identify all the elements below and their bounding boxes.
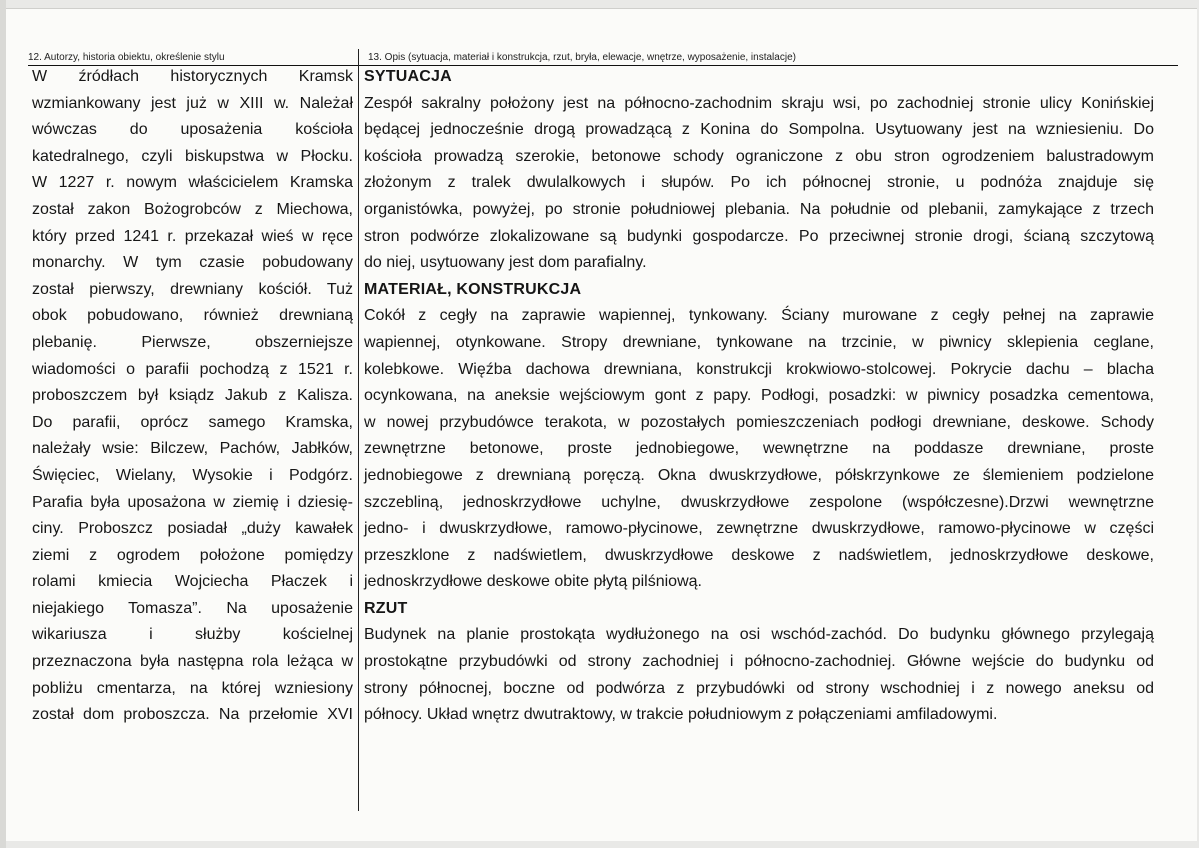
history-text-line: został dom proboszcza. Na przełomie XVI (32, 706, 353, 724)
history-column (32, 64, 353, 729)
history-text-line: niejakiego Tomasza”. Na uposażenie (32, 599, 353, 617)
history-text-line: W 1227 r. nowym właścicielem Kramska (32, 174, 353, 192)
section-text-line: w nowej przybudówce terakota, w pozostałych pomieszczeniach podłogi drewniane, deskowe. Schody (364, 413, 1154, 431)
history-text-line: katedralnego, czyli biskupstwa w Płocku. (32, 147, 353, 165)
section-text-line: organistówka, powyżej, po stronie południowej plebania. Na południe od plebanii, zamykające z trzech (364, 200, 1154, 218)
section-text-line: będącej jednocześnie drogą prowadzącą z Konina do Sompolna. Usytuowany jest na wzniesieniu. Do (364, 121, 1154, 139)
history-text-line: należały wsie: Bilczew, Pachów, Jabłków, (32, 440, 353, 458)
section-text-line: szczebliną, jednoskrzydłowe uchylne, dwuskrzydłowe zespolone (współczesne).Drzwi wewnętrzne (364, 493, 1154, 511)
history-text-line: plebanię. Pierwsze, obszerniejsze (32, 333, 353, 351)
history-text-line: Do parafii, oprócz samego Kramska, (32, 413, 353, 431)
history-text-line: został zakon Bożogrobców z Miechowa, (32, 200, 353, 218)
section-text-line: Budynek na planie prostokąta wydłużonego na osi wschód-zachód. Do budynku głównego przylegają (364, 626, 1154, 644)
section-text-line: ocynkowana, na aneksie wejściowym gont z papy. Podłogi, posadzki: w piwnicy posadzka cementowa, (364, 387, 1154, 405)
section-text-line: kościoła prowadzą szerokie, betonowe schody ograniczone z obu stron ogrodzeniem balustradowym (364, 147, 1154, 165)
header-field-12: 12. Autorzy, historia obiektu, określenie stylu (28, 52, 225, 63)
section-text-line: jednobiegowe z drewnianą poręczą. Okna dwuskrzydłowe, półskrzynkowe ze ślemieniem podzielone (364, 466, 1154, 484)
history-text-line: ciny. Proboszcz posiadał „duży kawałek (32, 520, 353, 538)
header-field-13: 13. Opis (sytuacja, materiał i konstrukcja, rzut, bryła, elewacje, wnętrze, wyposażenie, instalacje) (368, 52, 796, 63)
section-heading: MATERIAŁ, KONSTRUKCJA (364, 280, 582, 298)
section-text-line: Zespół sakralny położony jest na północno-zachodnim skraju wsi, po zachodniej stronie ulicy Konińskiej (364, 94, 1154, 112)
section-text-line: jednoskrzydłowe deskowe obite płytą pilśniową. (364, 573, 702, 591)
section-text-line: strony północnej, boczne od podwórza z przybudówki od strony wschodniej i z nowego aneksu od (364, 679, 1154, 697)
section-text-line: kolebkowe. Więźba dachowa drewniana, konstrukcji krokwiowo-stolcowej. Pokrycie dachu – blacha (364, 360, 1154, 378)
section-heading: RZUT (364, 599, 408, 617)
history-text-line: Parafia była uposażona w ziemię i dziesię- (32, 493, 353, 511)
section-text-line: wapiennej, otynkowane. Stropy drewniane, tynkowane na trzcinie, w piwnicy sklepienia ceglane, (364, 333, 1154, 351)
section-text-line: prostokątne przybudówki od strony zachodniej i północno-zachodniej. Główne wejście do budynku od (364, 653, 1154, 671)
history-text-line: wikariusza i służby kościelnej (32, 626, 353, 644)
history-text-line: proboszczem był ksiądz Jakub z Kalisza. (32, 387, 353, 405)
section-text-line: do niej, usytuowany jest dom parafialny. (364, 254, 647, 272)
column-divider (358, 49, 359, 811)
history-text-line: W źródłach historycznych Kramsk (32, 68, 353, 85)
history-text-line: wiadomości o parafii pochodzą z 1521 r. (32, 360, 353, 378)
history-text-line: który przed 1241 r. przekazał wieś w ręce (32, 227, 353, 245)
section-text-line: Cokół z cegły na zaprawie wapiennej, tynkowany. Ściany murowane z cegły pełnej na zaprawie (364, 307, 1154, 325)
section-text-line: północy. Układ wnętrz dwutraktowy, w trakcie południowym z połączeniami amfiladowymi. (364, 706, 998, 724)
section-text-line: złożonym z tralek dwulalkowych i słupów. Po ich północnej stronie, u podnóża znajduje się (364, 174, 1154, 192)
history-text-line: rolami kmiecia Wojciecha Płaczek i (32, 573, 353, 591)
history-text-line: Święciec, Wielany, Wysokie i Podgórz. (32, 466, 353, 484)
history-text-line: pobliżu cmentarza, na której wzniesiony (32, 679, 353, 697)
history-text-line: monarchy. W tym czasie pobudowany (32, 254, 353, 272)
description-column (364, 64, 1154, 729)
section-text-line: stron podwórze zlokalizowane są budynki gospodarcze. Po przeciwnej stronie drogi, ścianą szczytową (364, 227, 1154, 245)
section-text-line: jedno- i dwuskrzydłowe, ramowo-płycinowe, zewnętrzne dwuskrzydłowe, ramowo-płycinowe w części (364, 520, 1154, 538)
history-text-line: został pierwszy, drewniany kościół. Tuż (32, 280, 353, 298)
section-text-line: zewnętrzne betonowe, proste jednobiegowe, wewnętrzne na poddasze drewniane, proste (364, 440, 1154, 458)
section-heading: SYTUACJA (364, 68, 452, 85)
history-text-line: ziemi z ogrodem położone pomiędzy (32, 546, 353, 564)
history-text-line: przeznaczona była następna rola leżąca w (32, 653, 353, 671)
history-text-line: obok pobudowano, również drewnianą (32, 307, 353, 325)
history-text-line: wówczas do uposażenia kościoła (32, 121, 353, 139)
history-text-line: wzmiankowany jest już w XIII w. Należał (32, 94, 353, 112)
section-text-line: przeszklone z nadświetlem, dwuskrzydłowe deskowe z nadświetlem, jednoskrzydłowe deskowe, (364, 546, 1154, 564)
form-header (28, 46, 1178, 66)
